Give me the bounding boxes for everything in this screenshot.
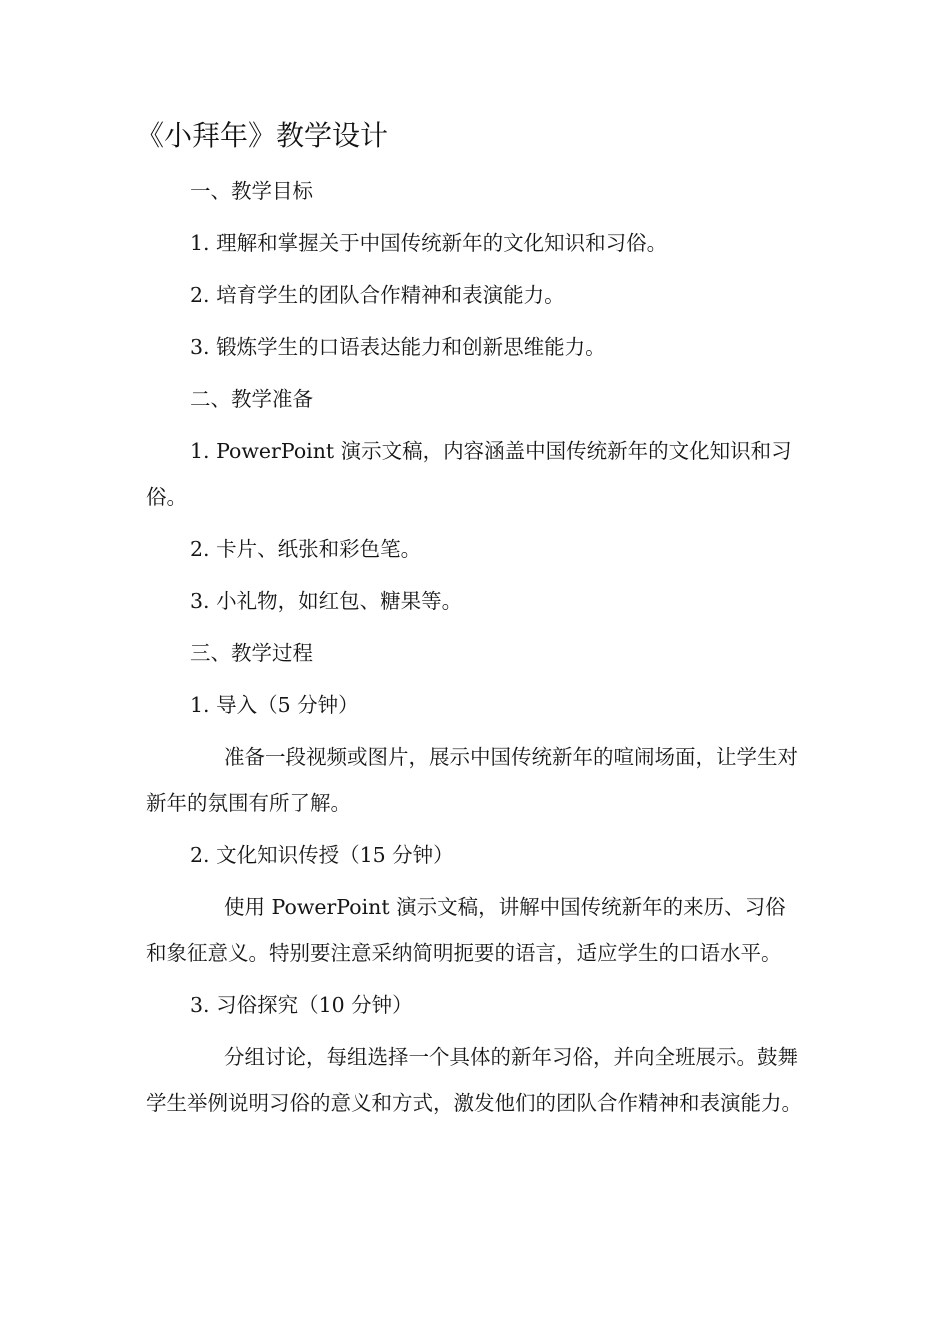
goal-item-2: 2. 培育学生的团队合作精神和表演能力。 [190, 283, 565, 307]
process-step-2-body: 使用 PowerPoint 演示文稿，讲解中国传统新年的来历、习俗和象征意义。特别要注意采纳简明扼要的语言，适应学生的口语水平。 [146, 895, 786, 965]
document-content [136, 116, 806, 1132]
goal-item-1: 1. 理解和掌握关于中国传统新年的文化知识和习俗。 [190, 231, 668, 255]
preparation-item-1: 1. PowerPoint 演示文稿，内容涵盖中国传统新年的文化知识和习俗。 [146, 439, 792, 509]
section-heading-preparation: 二、教学准备 [190, 387, 313, 411]
process-step-2-heading: 2. 文化知识传授（15 分钟） [190, 843, 454, 867]
preparation-item-3: 3. 小礼物，如红包、糖果等。 [190, 589, 463, 613]
process-step-1-heading: 1. 导入（5 分钟） [190, 693, 359, 717]
preparation-item-2: 2. 卡片、纸张和彩色笔。 [190, 537, 422, 561]
section-heading-process: 三、教学过程 [190, 641, 313, 665]
process-step-1-body: 准备一段视频或图片，展示中国传统新年的喧闹场面，让学生对新年的氛围有所了解。 [146, 745, 798, 815]
goal-item-3: 3. 锻炼学生的口语表达能力和创新思维能力。 [190, 335, 606, 359]
process-step-3-heading: 3. 习俗探究（10 分钟） [190, 993, 413, 1017]
process-step-3-body: 分组讨论，每组选择一个具体的新年习俗，并向全班展示。鼓舞学生举例说明习俗的意义和方式，激发他们的团队合作精神和表演能力。 [146, 1045, 802, 1115]
document-title: 《小拜年》教学设计 [136, 119, 389, 152]
section-heading-goals: 一、教学目标 [190, 179, 313, 203]
